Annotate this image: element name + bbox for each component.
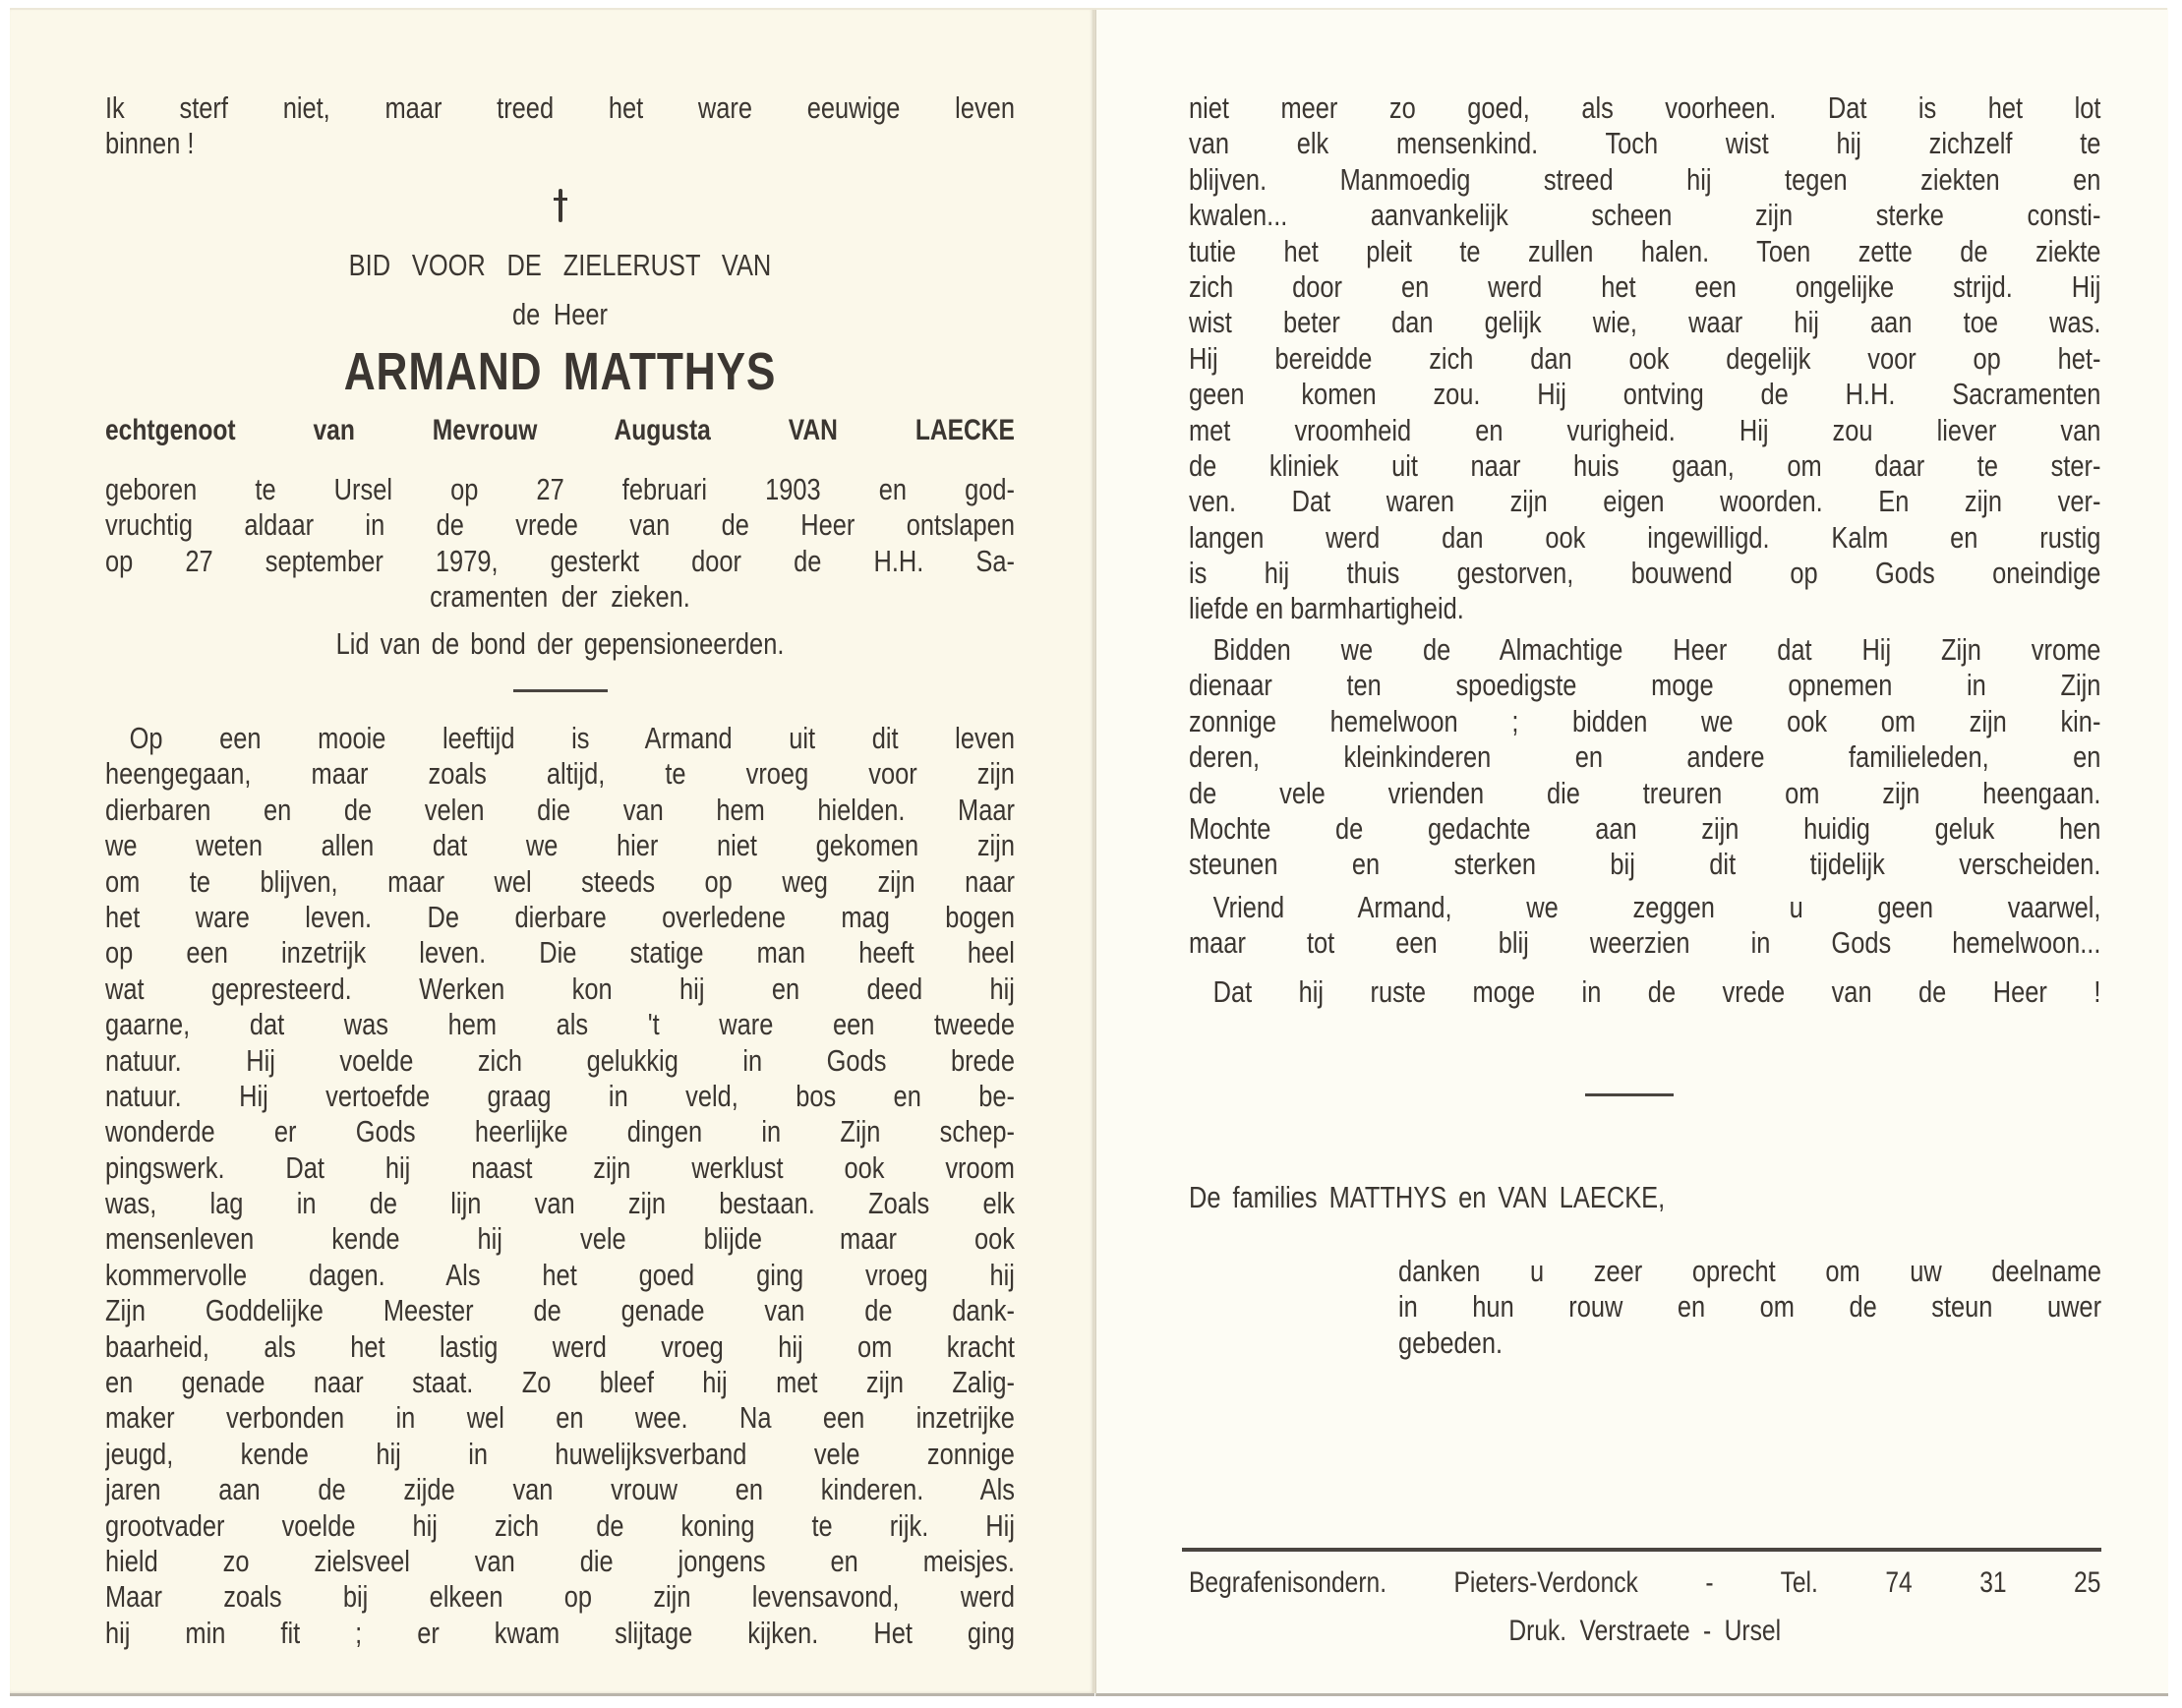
body-line: de vele vrienden die treuren om zijn heengaan. — [1189, 775, 2101, 810]
cross-icon — [554, 189, 567, 222]
birth-death-line: vruchtig aldaar in de vrede van de Heer ontslapen — [105, 507, 1015, 543]
body-line: niet meer zo goed, als voorheen. Dat is het lot — [1189, 90, 2101, 125]
body-line: Op een mooie leeftijd is Armand uit dit leven — [129, 721, 1015, 755]
body-line: kommervolle dagen. Als het goed ging vroeg hij — [105, 1257, 1015, 1292]
body-line: langen werd dan ook ingewilligd. Kalm en rustig — [1189, 519, 2101, 555]
card-fold — [1092, 8, 1095, 1693]
name-block — [105, 342, 1015, 401]
body-line: natuur. Hij vertoefde graag in veld, bos en be- — [105, 1078, 1015, 1113]
body-line: Hij bereidde zich dan ook degelijk voor op het- — [1189, 340, 2101, 376]
spouse-block — [105, 413, 1015, 448]
body-line: dierbaren en de velen die van hem hielden. Maar — [105, 792, 1015, 827]
body-line: Maar zoals bij elkeen op zijn levensavond, werd — [105, 1579, 1015, 1615]
families-line: De families MATTHYS en VAN LAECKE, — [1189, 1180, 1666, 1214]
prayer-heading-block — [105, 248, 1015, 283]
body-line: Bidden we de Almachtige Heer dat Hij Zijn vrome — [1212, 632, 2101, 667]
body-line: het ware leven. De dierbare overledene mag bogen — [105, 899, 1015, 934]
prayer-heading: BID VOOR DE ZIELERUST VAN — [348, 248, 772, 282]
birth-death-line: cramenten der zieken. — [430, 579, 690, 615]
body-line: geen komen zou. Hij ontving de H.H. Sacramenten — [1189, 377, 2101, 412]
closing-block — [1189, 974, 2100, 1010]
body-line: Zijn Goddelijke Meester de genade van de dank- — [105, 1293, 1015, 1328]
body-line: ven. Dat waren zijn eigen woorden. En zijn ver- — [1189, 484, 2101, 519]
footer-printer — [1189, 1614, 2100, 1649]
obituary-continued — [1189, 90, 2100, 627]
deceased-name: ARMAND MATTHYS — [343, 342, 777, 401]
body-line: jeugd, kende hij in huwelijksverband vele zonnige — [105, 1436, 1015, 1471]
title: de Heer — [511, 297, 608, 331]
body-line: hij min fit ; er kwam slijtage kijken. Het ging — [105, 1615, 1015, 1650]
body-line: wonderde er Gods heerlijke dingen in Zijn schep- — [105, 1114, 1015, 1149]
divider — [513, 689, 608, 692]
birth-death-block — [105, 472, 1015, 616]
undertaker-line: Begrafenisondern. Pieters-Verdonck - Tel. 74 31 25 — [1189, 1566, 2101, 1599]
body-line: natuur. Hij voelde zich gelukkig in Gods brede — [105, 1042, 1015, 1078]
body-line: deren, kleinkinderen en andere familieleden, en — [1189, 739, 2101, 775]
body-line: Mochte de gedachte aan zijn huidig geluk hen — [1189, 810, 2101, 846]
body-line: maker verbonden in wel en wee. Na een inzetrijke — [105, 1400, 1015, 1436]
body-line: blijven. Manmoedig streed hij tegen ziekten en — [1189, 161, 2101, 197]
body-line: kwalen... aanvankelijk scheen zijn sterke consti- — [1189, 198, 2101, 233]
body-line: gaarne, dat was hem als 't ware een tweede — [105, 1007, 1015, 1042]
body-line: dienaar ten spoedigste moge opnemen in Zijn — [1189, 668, 2101, 703]
thanks-line: danken u zeer oprecht om uw deelname — [1398, 1254, 2102, 1288]
families-block — [1189, 1180, 2100, 1215]
epigraph-line: binnen ! — [105, 126, 195, 161]
footer — [1189, 1565, 2100, 1601]
body-line: van elk mensenkind. Toch wist hij zichzelf te — [1189, 126, 2101, 161]
body-line: wat gepresteerd. Werken kon hij en deed hij — [105, 971, 1015, 1006]
body-line: zonnige hemelwoon ; bidden we ook om zijn kin- — [1189, 703, 2101, 738]
body-line: tutie het pleit te zullen halen. Toen zette de ziekte — [1189, 233, 2101, 268]
body-line: mensenleven kende hij vele blijde maar ook — [105, 1221, 1015, 1257]
body-line: met vroomheid en vurigheid. Hij zou liever van — [1189, 412, 2101, 447]
body-line: wist beter dan gelijk wie, waar hij aan toe was. — [1189, 305, 2101, 340]
birth-death-line: op 27 september 1979, gesterkt door de H.H. Sa- — [105, 543, 1015, 578]
divider — [1585, 1093, 1674, 1096]
obituary-body — [105, 721, 1015, 1651]
body-line: was, lag in de lijn van zijn bestaan. Zoals elk — [105, 1186, 1015, 1221]
body-line: we weten allen dat we hier niet gekomen zijn — [105, 828, 1015, 863]
epigraph — [105, 90, 1015, 162]
body-line: en genade naar staat. Zo bleef hij met zijn Zalig- — [105, 1365, 1015, 1400]
thanks-line: in hun rouw en om de steun uwer — [1398, 1289, 2102, 1325]
footer-rule — [1182, 1548, 2101, 1552]
spouse-line: echtgenoot van Mevrouw Augusta VAN LAECKE — [105, 414, 1015, 446]
farewell-line: Vriend Armand, we zeggen u geen vaarwel, — [1212, 890, 2101, 924]
thanks-block — [1398, 1254, 2101, 1361]
body-line: jaren aan de zijde van vrouw en kinderen. Als — [105, 1472, 1015, 1507]
body-line: is hij thuis gestorven, bouwend op Gods oneindige — [1189, 556, 2101, 591]
card-top-edge — [10, 8, 2167, 10]
farewell-paragraph — [1189, 890, 2100, 962]
prayer-paragraph — [1189, 632, 2100, 883]
membership-block — [105, 626, 1015, 662]
body-line: steunen en sterken bij dit tijdelijk verscheiden. — [1189, 847, 2101, 882]
body-line: heengegaan, maar zoals altijd, te vroeg voor zijn — [105, 756, 1015, 792]
thanks-line: gebeden. — [1398, 1325, 1504, 1360]
birth-death-line: geboren te Ursel op 27 februari 1903 en god- — [105, 472, 1015, 506]
body-line: de kliniek uit naar huis gaan, om daar te ster- — [1189, 447, 2101, 483]
body-line: baarheid, als het lastig werd vroeg hij om kracht — [105, 1328, 1015, 1364]
closing-line: Dat hij ruste moge in de vrede van de Heer ! — [1212, 974, 2101, 1009]
body-line: zich door en werd het een ongelijke strijd. Hij — [1189, 268, 2101, 304]
membership: Lid van de bond der gepensioneerden. — [335, 626, 785, 661]
title-block — [105, 297, 1015, 332]
body-line: pingswerk. Dat hij naast zijn werklust ook vroom — [105, 1149, 1015, 1185]
body-line: liefde en barmhartigheid. — [1189, 591, 1464, 626]
farewell-line: maar tot een blij weerzien in Gods hemelwoon... — [1189, 925, 2101, 961]
body-line: op een inzetrijk leven. Die statige man heeft heel — [105, 935, 1015, 971]
epigraph-line: Ik sterf niet, maar treed het ware eeuwige leven — [105, 90, 1015, 125]
printer-line: Druk. Verstraete - Ursel — [1508, 1615, 1782, 1647]
body-line: om te blijven, maar wel steeds op weg zijn naar — [105, 863, 1015, 899]
body-line: grootvader voelde hij zich de koning te rijk. Hij — [105, 1507, 1015, 1543]
body-line: hield zo zielsveel van die jongens en meisjes. — [105, 1543, 1015, 1578]
